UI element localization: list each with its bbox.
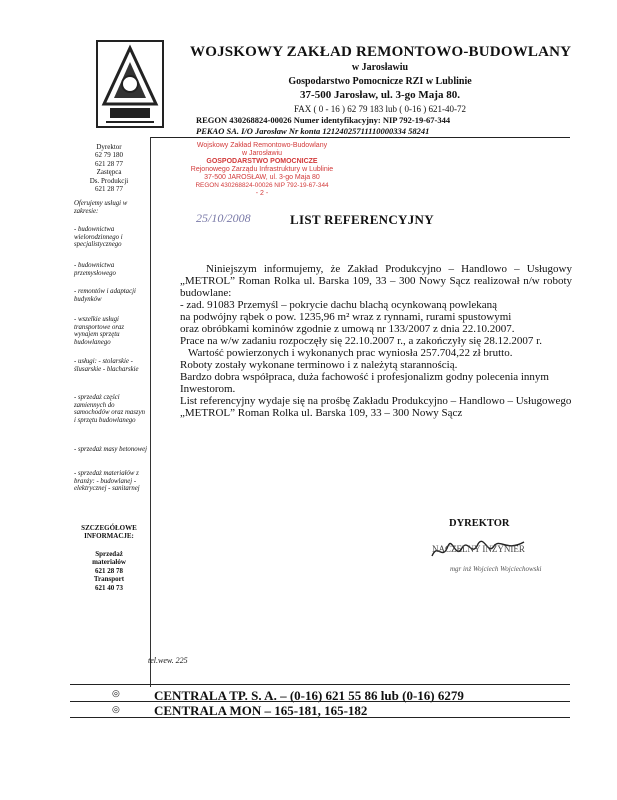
- sidebar-details: [70, 550, 148, 592]
- paragraph: na podwójny rąbek o pow. 1235,96 m² wraz z rynnami, rurami spustowymi: [180, 311, 512, 323]
- footer-line-mon: CENTRALA MON – 165-181, 165-182: [154, 703, 368, 718]
- sidebar-contacts: [70, 143, 148, 193]
- service-item: - budownictwa przemysłowego: [74, 262, 116, 277]
- contact-line: 62 79 180: [95, 151, 123, 160]
- contact-line: 621 28 77: [95, 185, 123, 194]
- service-item: - sprzedaż materiałów z branży: - budowlanej - elektrycznej - sanitarnej: [74, 470, 140, 493]
- bank-account: PEKAO SA. I/O Jarosław Nr konta 12124025711110000334 58241: [196, 126, 430, 136]
- internal-phone: tel.wew. 225: [148, 656, 188, 665]
- contact-line: Ds. Produkcji: [89, 176, 129, 185]
- signatory-name: mgr inż Wojciech Wojciechowski: [450, 565, 542, 573]
- stamp-line: - 2 -: [255, 190, 269, 197]
- paragraph: oraz obróbkami kominów zgodnie z umową nr 133/2007 z dnia 22.10.2007.: [180, 323, 515, 335]
- detail-line: Sprzedaż: [95, 550, 123, 558]
- company-fax: FAX ( 0 - 16 ) 62 79 183 lub ( 0-16 ) 621-40-72: [293, 104, 467, 114]
- stamp-line: Wojskowy Zakład Remontowo-Budowlany: [196, 142, 328, 149]
- service-item: - remontów i adaptacji budynków: [74, 288, 136, 303]
- paragraph: Bardzo dobra współpraca, duża fachowość i profesjonalizm godny polecenia innym Inwestorom.: [180, 371, 549, 395]
- detail-line: materiałów: [92, 558, 126, 567]
- footer-line-tp: CENTRALA TP. S. A. – (0-16) 621 55 86 lub (0-16) 6279: [154, 688, 464, 703]
- handwritten-date: 25/10/2008: [196, 211, 251, 225]
- phone-icon: ◎: [112, 704, 120, 714]
- service-item: - wszelkie usługi transportowe oraz wynajem sprzętu budowlanego: [74, 316, 125, 346]
- paragraph: Wartość powierzonych i wykonanych prac wyniosła 257.704,22 zł brutto.: [188, 347, 513, 359]
- contact-line: Zastępca: [96, 168, 122, 177]
- paragraph: Roboty zostały wykonane terminowo i z należytą starannością.: [180, 359, 458, 371]
- footer-divider: [70, 684, 570, 685]
- detail-line: Transport: [93, 575, 125, 584]
- letter-body: [180, 263, 572, 419]
- company-name: WOJSKOWY ZAKŁAD REMONTOWO-BUDOWLANY: [190, 44, 572, 60]
- paragraph: - zad. 91083 Przemyśl – pokrycie dachu blachą ocynkowaną powlekaną: [180, 299, 498, 311]
- document-title: LIST REFERENCYJNY: [290, 212, 434, 227]
- company-address: 37-500 Jarosław, ul. 3-go Maja 80.: [300, 89, 460, 101]
- company-subline: Gospodarstwo Pomocnicze RZI w Lublinie: [288, 76, 472, 87]
- sidebar-divider: [150, 137, 151, 687]
- company-stamp: [172, 142, 352, 198]
- service-item: - sprzedaż części zamiennych do samochodów oraz maszyn i sprzętu budowlanego: [74, 394, 145, 424]
- signature-stamp: NACZELNY INŻYNIER: [432, 544, 525, 554]
- paragraph: Prace na w/w zadaniu rozpoczęły się 22.10.2007 r., a zakończyły się 28.12.2007 r.: [180, 335, 542, 347]
- contact-line: 621 28 77: [95, 159, 123, 168]
- service-item: - usługi: - stolarskie - ślusarskie - blacharskie: [74, 358, 139, 373]
- phone-icon: ◎: [112, 688, 120, 698]
- stamp-line: GOSPODARSTWO POMOCNICZE: [206, 158, 318, 165]
- footer-divider: [70, 701, 570, 702]
- header-divider: [150, 137, 570, 138]
- stamp-line: REGON 430268824-00026 NIP 792-19-67-344: [195, 182, 329, 189]
- paragraph: Niniejszym informujemy, że Zakład Produkcyjno – Handlowo – Usługowy „METROL” Roman Rolka ul. Barska 109, 33 – 300 Nowy Sącz realizował n/w roboty budowlane:: [180, 263, 572, 299]
- service-item: - budownictwa wielorodzinnego i specjalistycznego: [74, 226, 123, 249]
- detail-line: 621 40 73: [95, 583, 123, 592]
- regon-nip: REGON 430268824-00026 Numer identyfikacyjny: NIP 792-19-67-344: [196, 115, 451, 125]
- footer-divider: [70, 717, 570, 718]
- contact-line: Dyrektor: [96, 143, 122, 151]
- paragraph: List referencyjny wydaje się na prośbę Zakładu Produkcyjno – Handlowo – Usługowego „METROL” Roman Rolka ul. Barska 109, 33 – 300 Nowy Sącz: [180, 395, 572, 419]
- stamp-line: 37-500 JAROSŁAW, ul. 3-go Maja 80: [204, 174, 320, 181]
- stamp-line: Rejonowego Zarządu Infrastruktury w Lublinie: [190, 166, 334, 173]
- detail-line: 621 28 78: [95, 566, 123, 575]
- company-logo: [96, 40, 164, 128]
- details-title: SZCZEGÓŁOWE INFORMACJE:: [81, 524, 137, 541]
- services-intro: Oferujemy usługi w zakresie:: [74, 200, 128, 215]
- service-item: - sprzedaż masy betonowej: [74, 446, 148, 453]
- signature-role: DYREKTOR: [449, 518, 510, 529]
- stamp-line: w Jarosławiu: [241, 150, 283, 157]
- company-city: w Jarosławiu: [351, 62, 409, 73]
